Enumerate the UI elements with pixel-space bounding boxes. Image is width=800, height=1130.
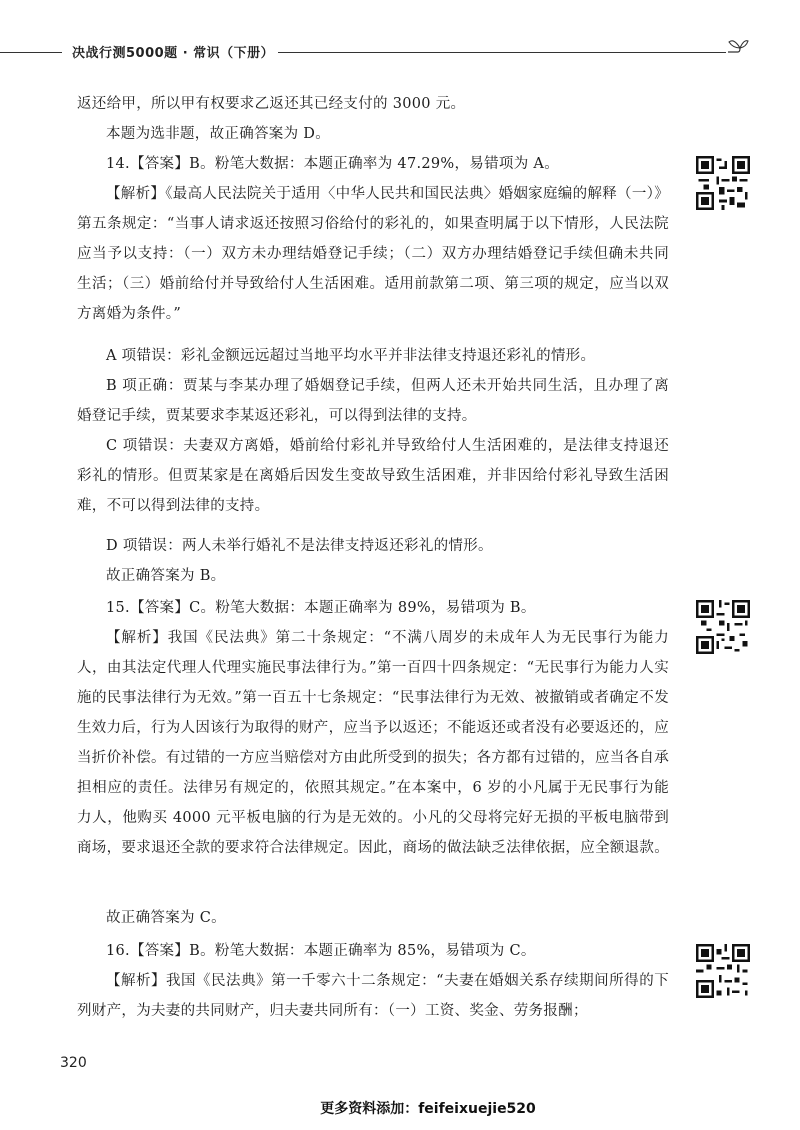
option-b-q14: B 项正确：贾某与李某办理了婚姻登记手续，但两人还未开始共同生活，且办理了离婚登记手续，贾某要求李某返还彩礼，可以得到法律的支持。: [77, 378, 669, 424]
option-a-q14: A 项错误：彩礼金额远远超过当地平均水平并非法律支持退还彩礼的情形。: [106, 348, 596, 364]
footer-contact: feifeixuejie520: [418, 1101, 536, 1117]
header-rule-left: [0, 52, 62, 53]
analysis-q14: 【解析】《最高人民法院关于适用〈中华人民共和国民法典〉婚姻家庭编的解释（一）》第五条规定：“当事人请求返还按照习俗给付的彩礼的，如果查明属于以下情形，人民法院应当予以支持：（一）双方未办理结婚登记手续；（二）双方办理结婚登记手续但确未共同生活；（三）婚前给付并导致给付人生活困难。适用前款第二项、第三项的规定，应当以双方离婚为条件。”: [77, 186, 669, 322]
header-rule-right: [278, 52, 726, 53]
qr-code-q15[interactable]: [696, 600, 750, 654]
option-d-q14: D 项错误：两人未举行婚礼不是法律支持返还彩礼的情形。: [106, 538, 493, 554]
conclusion-q15: 故正确答案为 C。: [106, 910, 226, 926]
conclusion-q14: 故正确答案为 B。: [106, 568, 226, 584]
answer-q15: 15.【答案】C。粉笔大数据：本题正确率为 89%，易错项为 B。: [106, 600, 536, 616]
sprout-icon: [726, 36, 750, 58]
qr-code-q14[interactable]: [696, 156, 750, 210]
answer-q14: 14.【答案】B。粉笔大数据：本题正确率为 47.29%，易错项为 A。: [106, 156, 559, 172]
footer-note: [0, 1098, 800, 1118]
option-c-q14: C 项错误：夫妻双方离婚，婚前给付彩礼并导致给付人生活困难的，是法律支持退还彩礼的情形。但贾某家是在离婚后因发生变故导致生活困难，并非因给付彩礼导致生活困难，不可以得到法律的支持。: [77, 438, 669, 514]
qr-code-q16[interactable]: [696, 944, 750, 998]
analysis-q16: 【解析】我国《民法典》第一千零六十二条规定：“夫妻在婚姻关系存续期间所得的下列财产，为夫妻的共同财产，归夫妻共同所有：（一）工资、奖金、劳务报酬；: [77, 973, 669, 1019]
paragraph-continuation: 返还给甲，所以甲有权要求乙返还其已经支付的 3000 元。: [77, 96, 466, 112]
page-number: 320: [60, 1055, 87, 1071]
paragraph-q13-conclusion: 本题为选非题，故正确答案为 D。: [106, 126, 331, 142]
running-header-title: 决战行测5000题 · 常识（下册）: [72, 46, 275, 61]
footer-label: 更多资料添加：: [320, 1101, 419, 1117]
analysis-q15: 【解析】我国《民法典》第二十条规定：“不满八周岁的未成年人为无民事行为能力人，由其法定代理人代理实施民事法律行为。”第一百四十四条规定：“无民事行为能力人实施的民事法律行为无效。”第一百五十七条规定：“民事法律行为无效、被撤销或者确定不发生效力后，行为人因该行为取得的财产，应当予以返还；不能返还或者没有必要返还的，应当折价补偿。有过错的一方应当赔偿对方由此所受到的损失；各方都有过错的，应当各自承担相应的责任。法律另有规定的，依照其规定。”在本案中，6 岁的小凡属于无民事行为能力人，他购买 4000 元平板电脑的行为是无效的。小凡的父母将完好无损的平板电脑带到商场，要求退还全款的要求符合法律规定。因此，商场的做法缺乏法律依据，应全额退款。: [77, 630, 669, 856]
answer-q16: 16.【答案】B。粉笔大数据：本题正确率为 85%，易错项为 C。: [106, 943, 536, 959]
